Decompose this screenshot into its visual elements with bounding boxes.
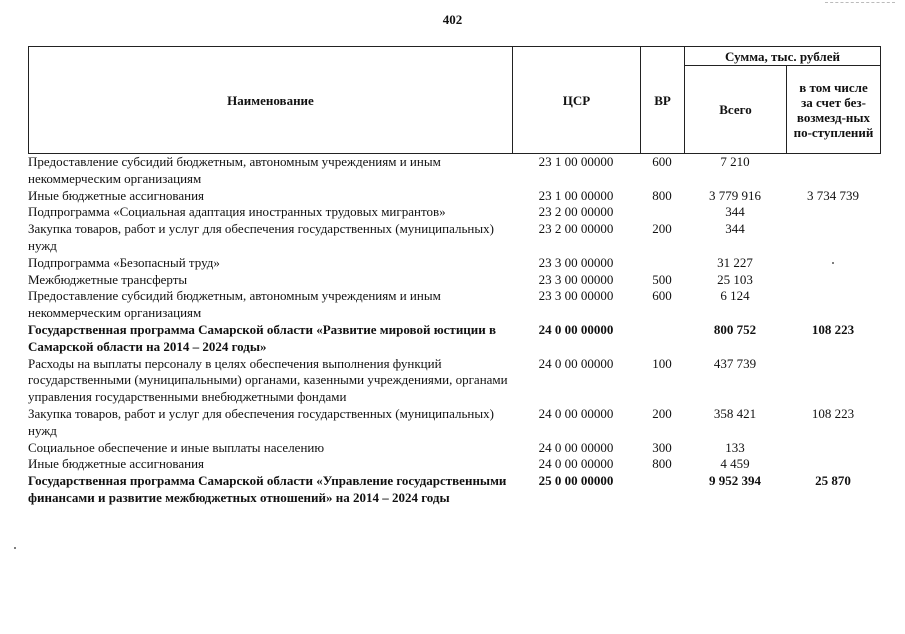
row-total: 25 103 (717, 271, 753, 287)
row-total: 344 (725, 204, 745, 220)
table-row (28, 272, 880, 289)
row-vr: 600 (652, 154, 672, 169)
row-vr: 200 (652, 221, 672, 237)
row-gratuitous: 25 870 (815, 473, 851, 489)
row-gratuitous (786, 456, 880, 473)
row-csr: 24 0 00 00000 (538, 439, 614, 455)
row-csr: 23 2 00 00000 (538, 221, 614, 237)
table-row (28, 288, 880, 322)
row-total: 358 421 (713, 405, 757, 421)
row-gratuitous (786, 272, 880, 289)
row-csr: 23 1 00 00000 (538, 187, 614, 203)
row-name: Государственная программа Самарской области «Развитие мировой юстиции в Самарской области на 2014 – 2024 годы» (28, 321, 497, 354)
row-csr: 24 0 00 00000 (538, 321, 614, 337)
row-total: 9 952 394 (709, 473, 761, 489)
column-header-name: Наименование (29, 47, 513, 154)
row-vr: 200 (652, 405, 672, 421)
row-gratuitous: 3 734 739 (807, 187, 859, 203)
row-vr (640, 204, 684, 221)
scan-speck (832, 262, 834, 264)
table-row (28, 473, 880, 507)
table-row (28, 154, 880, 188)
table-row (28, 456, 880, 473)
row-name: Расходы на выплаты персоналу в целях обеспечения выполнения функций государственными (муниципальными) органами, казенными учреждениями, органами управления государственными внебюджетными фондами (28, 355, 508, 405)
row-gratuitous (786, 204, 880, 221)
table-row (28, 204, 880, 221)
row-total: 7 210 (720, 154, 750, 169)
row-total: 437 739 (713, 355, 757, 371)
row-gratuitous (786, 356, 880, 406)
table-row (28, 188, 880, 205)
page-number: 402 (442, 12, 463, 27)
row-vr: 800 (652, 187, 672, 203)
row-name: Закупка товаров, работ и услуг для обеспечения государственных (муниципальных) нужд (28, 221, 494, 253)
row-csr: 24 0 00 00000 (538, 456, 614, 472)
row-gratuitous: 108 223 (811, 321, 855, 337)
row-total: 344 (725, 221, 745, 237)
row-vr: 300 (652, 439, 672, 455)
row-name: Государственная программа Самарской области «Управление государственными финансами и развитие межбюджетных отношений» на 2014 – 2024 годы (28, 473, 507, 505)
row-vr (640, 322, 684, 356)
row-csr: 25 0 00 00000 (538, 473, 614, 489)
table-row (28, 322, 880, 356)
table-row (28, 356, 880, 406)
row-vr: 100 (652, 355, 672, 371)
row-csr: 24 0 00 00000 (538, 405, 614, 421)
row-total: 133 (725, 439, 745, 455)
row-total: 4 459 (720, 456, 750, 472)
row-csr: 23 3 00 00000 (538, 288, 614, 304)
column-header-vr: ВР (641, 47, 685, 154)
row-vr: 800 (652, 456, 672, 472)
row-gratuitous (786, 288, 880, 322)
scan-edge-mark (825, 2, 895, 3)
table-row (28, 255, 880, 272)
column-header-csr: ЦСР (513, 47, 641, 154)
row-csr: 23 2 00 00000 (538, 204, 614, 220)
row-gratuitous (786, 154, 880, 188)
row-name: Предоставление субсидий бюджетным, автономным учреждениям и иным некоммерческим организациям (28, 154, 441, 186)
column-header-sum-group: Сумма, тыс. рублей (685, 47, 881, 66)
row-name: Межбюджетные трансферты (28, 271, 188, 287)
row-name: Иные бюджетные ассигнования (28, 456, 205, 472)
row-name: Закупка товаров, работ и услуг для обеспечения государственных (муниципальных) нужд (28, 405, 494, 438)
row-gratuitous (786, 221, 880, 255)
row-name: Подпрограмма «Безопасный труд» (28, 254, 220, 270)
row-gratuitous (786, 440, 880, 457)
table-row (28, 221, 880, 255)
row-vr (640, 255, 684, 272)
row-name: Предоставление субсидий бюджетным, автономным учреждениям и иным некоммерческим организациям (28, 288, 441, 321)
row-name: Социальное обеспечение и иные выплаты населению (28, 439, 325, 455)
row-vr (640, 473, 684, 507)
row-name: Подпрограмма «Социальная адаптация иностранных трудовых мигрантов» (28, 204, 446, 220)
row-name: Иные бюджетные ассигнования (28, 187, 205, 203)
row-gratuitous: 108 223 (811, 405, 855, 421)
row-total: 6 124 (720, 288, 750, 304)
row-csr: 24 0 00 00000 (538, 355, 614, 371)
column-header-gratuitous: в том числе за счет без-возмезд-ных по-ступлений (787, 66, 881, 154)
row-vr: 600 (652, 288, 672, 304)
row-total: 800 752 (713, 321, 757, 337)
budget-table (28, 154, 880, 507)
table-header (28, 46, 881, 154)
row-csr: 23 3 00 00000 (538, 271, 614, 287)
row-csr: 23 1 00 00000 (538, 154, 614, 169)
row-vr: 500 (652, 271, 672, 287)
table-row (28, 406, 880, 440)
row-total: 31 227 (717, 254, 753, 270)
scan-speck (14, 547, 16, 549)
column-header-total: Всего (685, 66, 787, 154)
table-row (28, 440, 880, 457)
row-csr: 23 3 00 00000 (538, 254, 614, 270)
row-total: 3 779 916 (709, 187, 761, 203)
